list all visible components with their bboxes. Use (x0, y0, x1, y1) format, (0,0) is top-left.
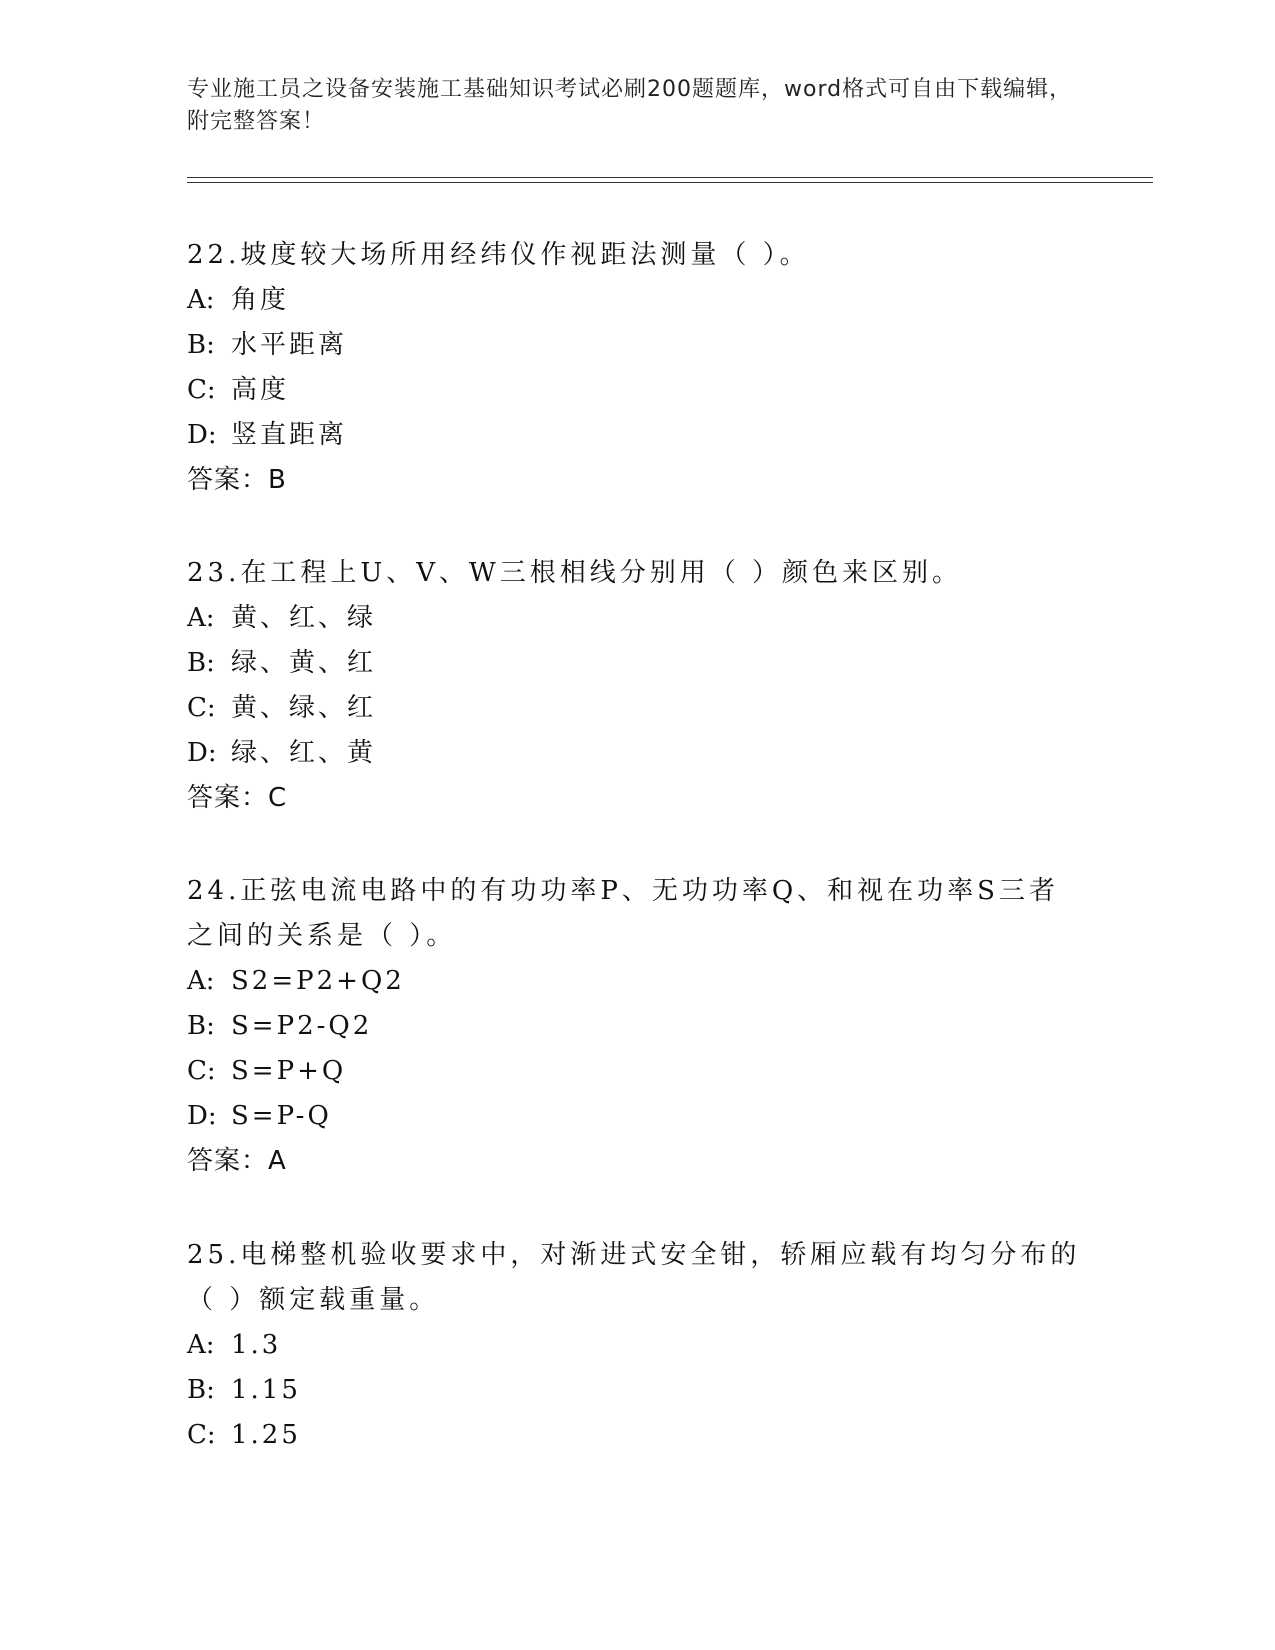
option-text: S2=P2+Q2 (231, 966, 405, 996)
question-text: 22.坡度较大场所用经纬仪作视距法测量（ ）。 (187, 240, 810, 270)
option-key: A: (187, 285, 215, 315)
option-d (187, 1094, 1087, 1139)
option-a (187, 1323, 1087, 1368)
header-divider-top (187, 177, 1153, 178)
option-key: A: (187, 966, 215, 996)
option-text: 角度 (231, 285, 290, 315)
option-text: 1.15 (231, 1375, 301, 1405)
option-text: 1.25 (231, 1420, 301, 1450)
option-c (187, 686, 1087, 731)
question-22 (187, 233, 1087, 503)
option-text: 绿、红、黄 (231, 738, 377, 768)
option-key: C: (187, 1056, 216, 1086)
answer-line: 答案：A (187, 1146, 287, 1176)
option-text: 水平距离 (231, 330, 348, 360)
question-23 (187, 551, 1087, 821)
option-key: D: (187, 738, 217, 768)
option-key: C: (187, 1420, 216, 1450)
option-text: 高度 (231, 375, 290, 405)
option-a (187, 959, 1087, 1004)
option-key: C: (187, 693, 216, 723)
option-b (187, 641, 1087, 686)
option-key: B: (187, 1011, 215, 1041)
option-key: B: (187, 648, 215, 678)
option-c (187, 368, 1087, 413)
option-d (187, 731, 1087, 776)
option-a (187, 278, 1087, 323)
option-key: B: (187, 1375, 215, 1405)
option-text: 1.3 (231, 1330, 282, 1360)
option-text: 黄、红、绿 (231, 603, 377, 633)
option-key: D: (187, 420, 217, 450)
option-b (187, 323, 1087, 368)
option-text: 绿、黄、红 (231, 648, 377, 678)
option-b (187, 1004, 1087, 1049)
option-text: S=P-Q (231, 1101, 332, 1131)
answer-line: 答案：B (187, 465, 287, 495)
option-key: A: (187, 1330, 215, 1360)
header-divider-bottom (187, 182, 1153, 183)
option-c (187, 1049, 1087, 1094)
option-text: S=P+Q (231, 1056, 347, 1086)
question-25 (187, 1233, 1087, 1458)
option-key: C: (187, 375, 216, 405)
option-b (187, 1368, 1087, 1413)
option-key: A: (187, 603, 215, 633)
option-c (187, 1413, 1087, 1458)
document-header: 专业施工员之设备安装施工基础知识考试必刷200题题库，word格式可自由下载编辑，附完整答案！ (187, 77, 1073, 134)
option-key: B: (187, 330, 215, 360)
option-a (187, 596, 1087, 641)
option-text: 竖直距离 (231, 420, 348, 450)
question-24 (187, 869, 1087, 1184)
option-d (187, 413, 1087, 458)
answer-line: 答案：C (187, 783, 288, 813)
question-text: 23.在工程上U、V、W三根相线分别用（ ）颜色来区别。 (187, 558, 963, 588)
question-text: 24.正弦电流电路中的有功功率P、无功功率Q、和视在功率S三者之间的关系是（ ）。 (187, 876, 1059, 951)
option-text: S=P2-Q2 (231, 1011, 373, 1041)
question-text: 25.电梯整机验收要求中，对渐进式安全钳，轿厢应载有均匀分布的（ ）额定载重量。 (187, 1240, 1081, 1315)
option-key: D: (187, 1101, 217, 1131)
option-text: 黄、绿、红 (231, 693, 377, 723)
